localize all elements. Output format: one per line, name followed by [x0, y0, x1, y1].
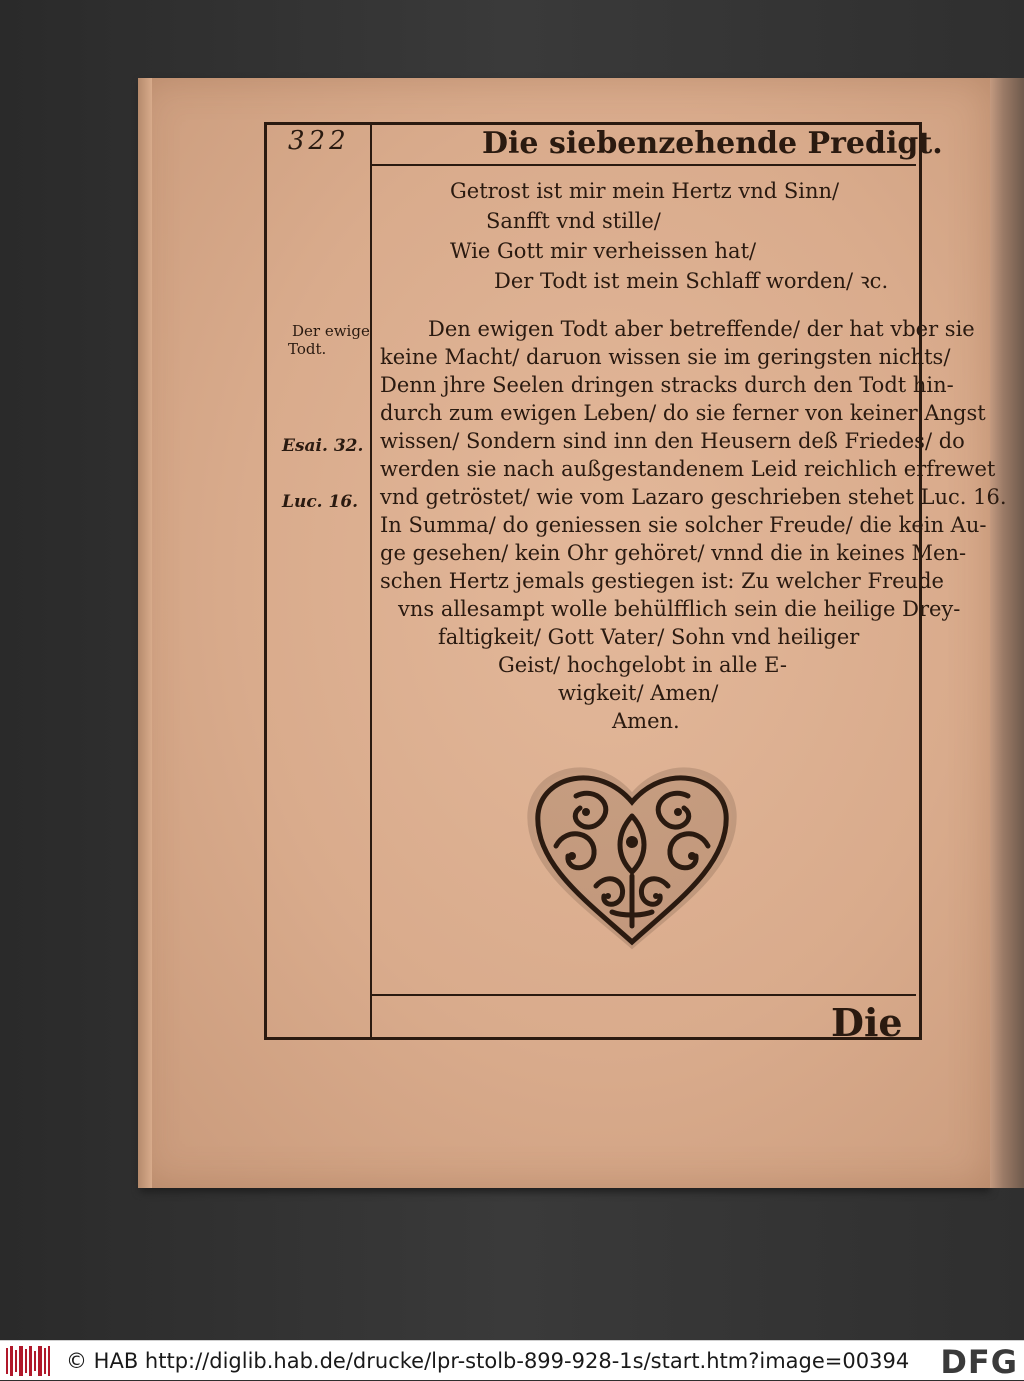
page-gutter	[138, 78, 152, 1188]
book-page	[138, 78, 1007, 1188]
margin-note-line: Der ewige	[292, 322, 370, 340]
body-line: faltigkeit/ Gott Vater/ Sohn vnd heiliger	[438, 625, 860, 649]
margin-ref-luc: Luc. 16.	[282, 492, 359, 512]
bottom-rule	[370, 994, 916, 996]
verse-line: Getrost ist mir mein Hertz vnd Sinn/	[450, 179, 840, 203]
body-line: wigkeit/ Amen/	[558, 681, 719, 705]
catchword: Die	[831, 1000, 903, 1045]
verse-line: Sanfft vnd stille/	[486, 209, 661, 233]
body-line: schen Hertz jemals gestiegen ist: Zu welcher Freude	[380, 569, 944, 593]
body-line: Denn jhre Seelen dringen stracks durch den Todt hin-	[380, 373, 954, 397]
body-line: Amen.	[612, 709, 680, 733]
verse-line: Wie Gott mir verheissen hat/	[450, 239, 757, 263]
copyright-url: © HAB http://diglib.hab.de/drucke/lpr-stolb-899-928-1s/start.htm?image=00394	[66, 1349, 910, 1373]
body-line: Den ewigen Todt aber betreffende/ der hat vber sie	[428, 317, 975, 341]
margin-ref-esai: Esai. 32.	[282, 436, 364, 456]
body-line: In Summa/ do geniessen sie solcher Freude/ die kein Au-	[380, 513, 987, 537]
margin-note-ewige-todt	[288, 322, 370, 358]
body-line: ge gesehen/ kein Ohr gehöret/ vnnd die in keines Men-	[380, 541, 967, 565]
body-line: keine Macht/ daruon wissen sie im geringsten nichts/	[380, 345, 951, 369]
margin-rule	[370, 122, 372, 1037]
barcode-logo-icon	[6, 1346, 50, 1376]
page-edge	[990, 78, 1024, 1188]
body-line: Geist/ hochgelobt in alle E-	[498, 653, 787, 677]
margin-note-line: Todt.	[288, 340, 327, 358]
body-line: werden sie nach außgestandenem Leid reichlich erfrewet	[380, 457, 996, 481]
body-line: durch zum ewigen Leben/ do sie ferner von keiner Angst	[380, 401, 986, 425]
page-number: 322	[288, 126, 350, 156]
dfg-logo: DFG	[940, 1343, 1018, 1381]
body-line: wissen/ Sondern sind inn den Heusern deß Friedes/ do	[380, 429, 965, 453]
header-rule	[370, 164, 916, 166]
running-head: Die siebenzehende Predigt.	[482, 126, 943, 161]
body-line: vnd getröstet/ wie vom Lazaro geschrieben stehet Luc. 16.	[380, 485, 1007, 509]
body-line: vns allesampt wolle behülfflich sein die heilige Drey-	[398, 597, 961, 621]
footer-bar	[0, 1340, 1024, 1380]
heart-ornament-icon	[516, 746, 748, 958]
verse-line: Der Todt ist mein Schlaff worden/ ꝛc.	[494, 269, 889, 293]
